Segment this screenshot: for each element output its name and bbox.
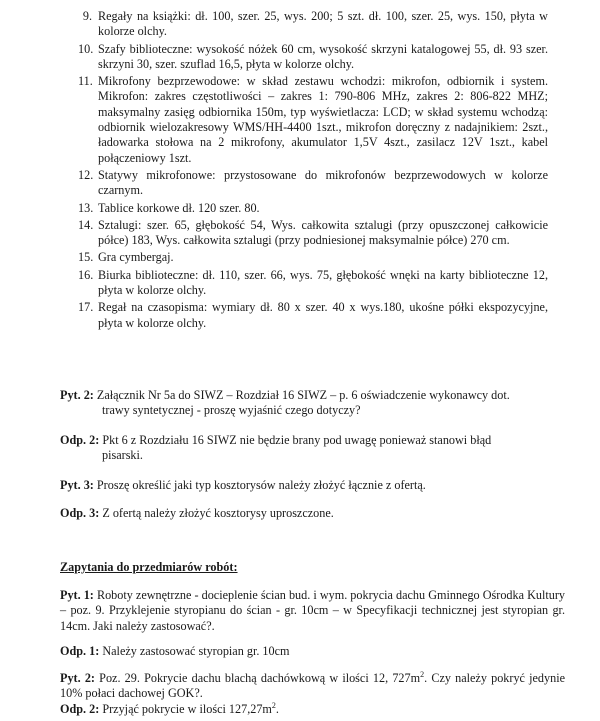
- list-item: 17. Regał na czasopisma: wymiary dł. 80 x szer. 40 x wys.180, ukośne półki ekspozycyjne, płyta w kolorze olchy.: [78, 300, 548, 330]
- list-item: 16. Biurka biblioteczne: dł. 110, szer. 66, wys. 75, głębokość wnęki na karty biblioteczne 12, płyta w kolorze olchy.: [78, 267, 548, 298]
- answer-3: Odp. 3: Z ofertą należy złożyć kosztorysy uproszczone.: [60, 506, 334, 520]
- list-item: 9. Regały na książki: dł. 100, szer. 25, wys. 200; 5 szt. dł. 100, szer. 25, wys. 150, płyta w kolorze olchy.: [82, 9, 548, 39]
- question-1-estimates: Pyt. 1: Roboty zewnętrzne - docieplenie ścian bud. i wym. pokrycia dachu Gminnego Ośrodka Kultury – poz. 9. Przyklejenie styropianu do ścian - gr. 10cm – w Specyfikacji technicznej jest styropian gr. 14cm. Jaki należy zastosować?.: [60, 588, 565, 633]
- list-item: 15. Gra cymbergaj.: [78, 250, 174, 265]
- section-heading: Zapytania do przedmiarów robót:: [60, 560, 238, 574]
- answer-2: Odp. 2: Pkt 6 z Rozdziału 16 SIWZ nie będzie brany pod uwagę ponieważ stanowi błąd pisarski.: [60, 433, 492, 463]
- list-item: 12. Statywy mikrofonowe: przystosowane do mikrofonów bezprzewodowych w kolorze czarnym.: [78, 167, 548, 198]
- list-item: 14. Sztalugi: szer. 65, głębokość 54, Wys. całkowita sztalugi (przy opuszczonej całkowicie półce) 183, Wys. całkowita sztalugi (przy podniesionej maksymalnie półce) 270 cm.: [78, 217, 548, 248]
- question-2: Pyt. 2: Załącznik Nr 5a do SIWZ – Rozdział 16 SIWZ – p. 6 oświadczenie wykonawcy dot. trawy syntetycznej - proszę wyjaśnić czego dotyczy?: [60, 388, 510, 418]
- answer-2-estimates: Odp. 2: Przyjąć pokrycie w ilości $127,27m^2$.: [60, 700, 279, 716]
- question-3: Pyt. 3: Proszę określić jaki typ kosztorysów należy złożyć łącznie z ofertą.: [60, 478, 426, 492]
- answer-1-estimates: Odp. 1: Należy zastosować styropian gr. 10cm: [60, 644, 290, 658]
- equipment-list: [78, 9, 548, 331]
- list-item: 13. Tablice korkowe dł. 120 szer. 80.: [78, 200, 260, 215]
- list-item: 10. Szafy biblioteczne: wysokość nóżek 60 cm, wysokość skrzyni katalogowej 55, dł. 93 szer. skrzyni 30, szer. szuflad 16,5, płyta w kolorze olchy.: [78, 41, 548, 71]
- question-2-estimates: Pyt. 2: Poz. 29. Pokrycie dachu blachą dachówkową w ilości 12, $727m^2$. Czy należy pokryć jedynie 10% połaci dachowej GOK?.: [60, 669, 566, 701]
- list-item: 11. Mikrofony bezprzewodowe: w skład zestawu wchodzi: mikrofon, odbiornik i system. Mikrofon: zakres częstotliwości – zakres 1: 790-806 MHz, zakres 2: 806-822 MHZ; maksymalny zasięg odbiornika 150m, typ wyświetlacza: LCD; w skład systemu wchodzą: odbiornik wielozakresowy WMS/HH-4400 1szt., mikrofon doręczny z nadajnikiem: 2szt., ładowarka stołowa na 2 mikrofony, akumulator 1,5V 4szt., zasilacz 12V 1szt., kabel połączeniowy 1szt.: [78, 74, 548, 165]
